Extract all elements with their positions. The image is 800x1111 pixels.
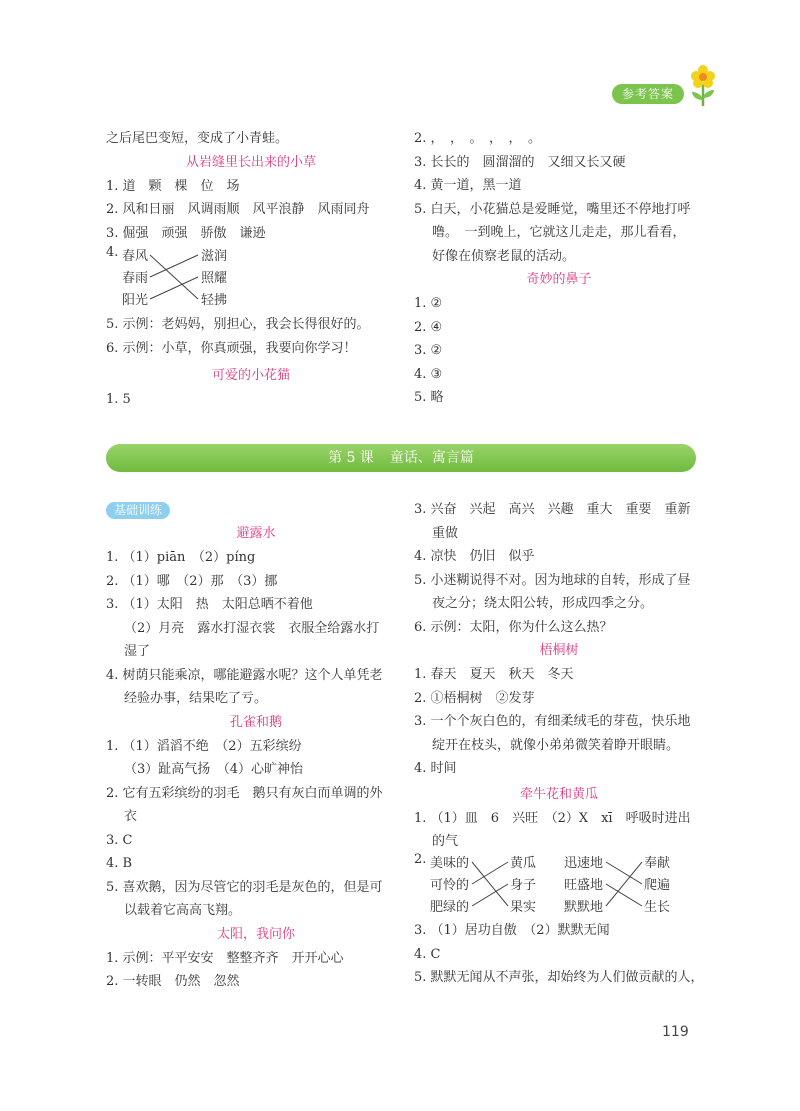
matching-exercise <box>414 852 704 918</box>
answer-line: 3. （1）太阳 热 太阳总晒不着他 <box>106 597 313 612</box>
section-title: 牵牛花和黄瓜 <box>519 786 598 802</box>
answer-line: 5. 白天，小花猫总是爱睡觉，嘴里还不停地打呼 <box>414 201 691 217</box>
match-label: 2. <box>414 852 427 867</box>
answer-line: 2. ④ <box>414 319 443 335</box>
answer-line: 4. ③ <box>414 366 443 382</box>
match-right-item: 身子 <box>510 878 537 893</box>
match-left-item: 春风 <box>122 249 149 264</box>
basic-training-badge: 基础训练 <box>106 502 170 519</box>
answer-line: 5. 默默无闻从不声张，却始终为人们做贡献的人， <box>414 970 704 985</box>
match-right-item: 滋润 <box>201 249 228 264</box>
answer-line: 3. 兴奋 兴起 高兴 兴趣 重大 重要 重新 <box>414 502 691 517</box>
answer-line: 2. 风和日丽 风调雨顺 风平浪静 风雨同舟 <box>106 202 370 217</box>
right-bottom-column <box>414 498 704 854</box>
answer-line: 2. 它有五彩缤纷的羽毛 鹅只有灰白而单调的外 <box>106 785 383 801</box>
match-right-item: 爬遍 <box>644 878 671 893</box>
answer-line: 2. 一转眼 仍然 忽然 <box>106 974 240 989</box>
match-left-item: 默默地 <box>564 900 604 915</box>
answer-line: 3. 倔强 顽强 骄傲 谦逊 <box>106 225 266 241</box>
match-left-item: 可怜的 <box>430 878 470 893</box>
answer-line: 1. 道 颗 棵 位 场 <box>106 178 240 194</box>
answer-line: 1. 示例：平平安安 整整齐齐 开开心心 <box>106 950 344 966</box>
match-right-item: 奉献 <box>644 856 671 871</box>
right-bottom-column-2 <box>414 919 704 990</box>
section-title: 可爱的小花猫 <box>211 368 290 383</box>
answer-line: 1. 5 <box>106 392 131 407</box>
answer-line: （2）月亮 露水打湿衣裳 衣服全给露水打 <box>124 620 380 636</box>
lesson-name: 童话、寓言篇 <box>389 450 474 466</box>
continuation-text: 之后尾巴变短，变成了小青蛙。 <box>106 131 289 146</box>
answer-line: 5. 喜欢鹅，因为尽管它的羽毛是灰色的，但是可 <box>106 879 383 895</box>
answer-line: 4. 树荫只能乘凉，哪能避露水呢？这个人单凭老 <box>106 667 383 683</box>
answer-line: 5. 小迷糊说得不对。因为地球的自转，形成了昼 <box>414 572 691 588</box>
answer-line: 3. 长长的 圆溜溜的 又细又长又硬 <box>414 154 626 170</box>
section-title: 从岩缝里长出来的小草 <box>185 154 316 170</box>
answer-key-badge: 参考答案 <box>612 84 684 104</box>
answer-line: 衣 <box>124 809 138 824</box>
answer-line: 的气 <box>432 834 459 849</box>
answer-line: 2. （1）哪 （2）那 （3）挪 <box>106 573 278 589</box>
matching-exercise <box>106 245 346 311</box>
answer-line: 5. 示例：老妈妈，别担心，我会长得很好的。 <box>106 317 370 332</box>
answer-line: （3）趾高气扬 （4）心旷神怡 <box>124 762 304 777</box>
match-left-item: 旺盛地 <box>564 878 604 893</box>
answer-line: 2. ①梧桐树 ②发芽 <box>414 690 535 706</box>
match-left-item: 阳光 <box>122 293 149 308</box>
answer-line: 1. ② <box>414 296 443 311</box>
left-top-column-2 <box>106 313 396 412</box>
match-right-item: 照耀 <box>201 271 228 286</box>
left-top-column <box>106 127 396 245</box>
match-connector-lines <box>414 852 704 918</box>
answer-line: 2. ， ， 。 ， ， 。 <box>414 131 542 146</box>
match-right-item: 黄瓜 <box>510 856 537 871</box>
answer-line: 好像在侦察老鼠的活动。 <box>432 248 576 264</box>
section-title: 太阳，我问你 <box>216 926 295 942</box>
match-connector-lines <box>106 245 346 311</box>
lesson-header-bar <box>106 444 696 472</box>
answer-line: 6. 示例：小草，你真顽强，我要向你学习！ <box>106 340 357 356</box>
answer-line: 重做 <box>432 525 459 541</box>
answer-line: 湿了 <box>124 644 151 659</box>
section-title: 避露水 <box>236 526 276 541</box>
answer-line: 4. 黄一道，黑一道 <box>414 178 522 193</box>
answer-line: 1. （1）piān （2）píng <box>106 550 256 565</box>
match-right-item: 果实 <box>510 900 537 915</box>
answer-line: 6. 示例：太阳，你为什么这么热？ <box>414 619 613 635</box>
answer-line: 1. 春天 夏天 秋天 冬天 <box>414 667 574 682</box>
answer-line: 夜之分；绕太阳公转，形成四季之分。 <box>432 596 654 611</box>
answer-line: 4. C <box>414 946 441 962</box>
page-number: 119 <box>662 1024 689 1040</box>
answer-line: 4. 时间 <box>414 761 457 776</box>
lesson-number: 第 5 课 <box>328 450 374 466</box>
answer-line: 4. B <box>106 856 133 871</box>
match-right-item: 轻拂 <box>201 293 228 308</box>
answer-line: 1. （1）滔滔不绝 （2）五彩缤纷 <box>106 738 302 754</box>
answer-line: 1. （1）皿 6 兴旺 （2）X xī 呼吸时进出 <box>414 810 691 826</box>
match-right-item: 生长 <box>644 900 671 915</box>
right-top-column <box>414 127 704 410</box>
answer-line: 5. 略 <box>414 390 444 405</box>
match-left-item: 肥绿的 <box>430 900 470 915</box>
answer-line: 噜。 一到晚上，它就这儿走走，那儿看看， <box>432 225 686 240</box>
section-title: 梧桐树 <box>539 643 579 658</box>
answer-line: 3. C <box>106 832 133 848</box>
answer-line: 经验办事，结果吃了亏。 <box>124 691 268 706</box>
section-title: 奇妙的鼻子 <box>526 272 592 287</box>
match-left-item: 迅速地 <box>564 856 604 871</box>
answer-line: 3. （1）居功自傲 （2）默默无闻 <box>414 923 610 938</box>
match-left-item: 春雨 <box>122 271 149 286</box>
answer-line: 3. ② <box>414 343 443 358</box>
left-bottom-column <box>106 522 406 994</box>
answer-line: 3. 一个个灰白色的，有细柔绒毛的芽苞，快乐地 <box>414 714 691 729</box>
answer-line: 以载着它高高飞翔。 <box>124 903 242 918</box>
match-left-item: 美味的 <box>430 856 470 871</box>
answer-line: 4. 凉快 仍旧 似乎 <box>414 549 535 564</box>
flower-icon <box>686 64 720 108</box>
match-label: 4. <box>106 245 119 260</box>
answer-line: 绽开在枝头，就像小弟弟微笑着睁开眼睛。 <box>432 737 680 753</box>
section-title: 孔雀和鹅 <box>229 714 282 730</box>
